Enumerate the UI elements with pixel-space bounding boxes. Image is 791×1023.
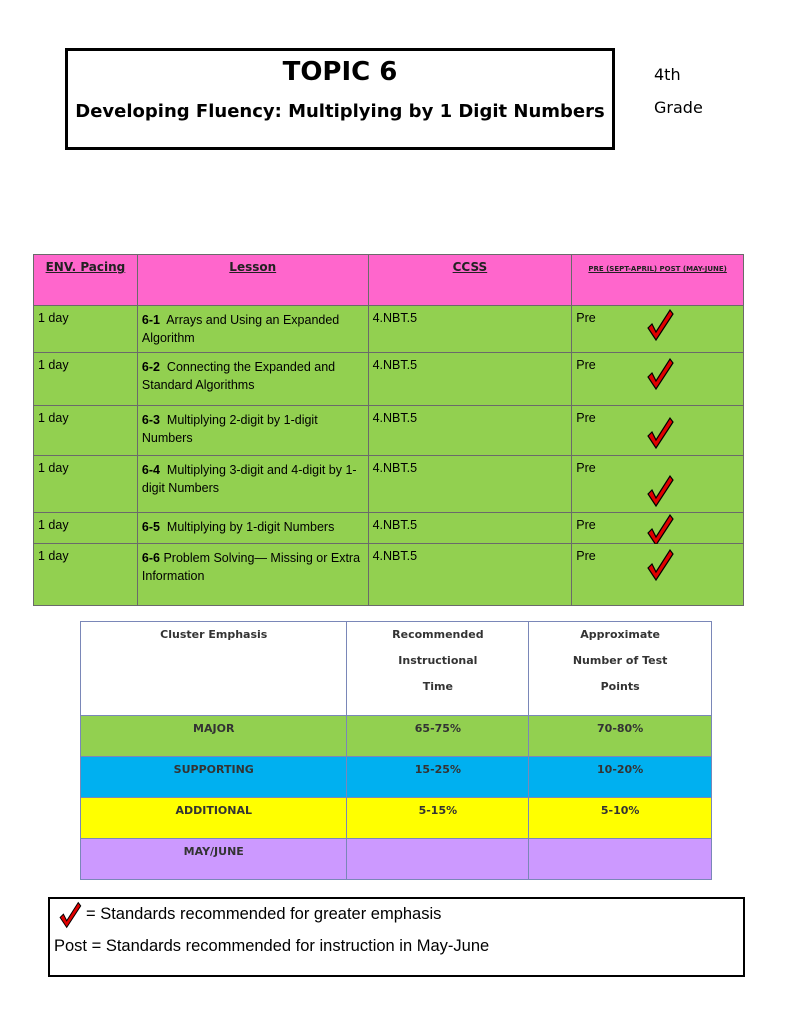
pre-post-label: Pre — [576, 311, 596, 325]
cluster-header-emphasis: Cluster Emphasis — [81, 622, 347, 716]
cluster-header-points: Approximate Number of Test Points — [529, 622, 712, 716]
grade-label — [654, 58, 703, 124]
lesson-table-header — [34, 255, 744, 306]
grade-line-1: 4th — [654, 65, 681, 84]
grade-line-2: Grade — [654, 98, 703, 117]
lesson-cell — [137, 406, 368, 456]
ccss-cell: 4.NBT.5 — [368, 406, 572, 456]
lesson-title: Multiplying 2-digit by 1-digit Numbers — [141, 413, 322, 445]
pre-post-cell — [572, 456, 744, 513]
lesson-cell — [137, 456, 368, 513]
table-row — [34, 513, 744, 544]
table-row — [34, 353, 744, 406]
lesson-number: 6-4 — [141, 463, 160, 477]
checkmark-icon — [58, 901, 82, 929]
ccss-cell: 4.NBT.5 — [368, 544, 572, 606]
ccss-cell: 4.NBT.5 — [368, 306, 572, 353]
pre-post-cell — [572, 513, 744, 544]
table-row — [34, 306, 744, 353]
ccss-cell: 4.NBT.5 — [368, 353, 572, 406]
lesson-number: 6-1 — [141, 313, 160, 327]
col-header-lesson: Lesson — [137, 255, 368, 306]
cluster-row — [81, 716, 712, 757]
checkmark-icon — [646, 474, 674, 508]
pre-post-cell — [572, 353, 744, 406]
pre-post-label: Pre — [576, 358, 596, 372]
topic-title-box — [65, 48, 615, 150]
cluster-label-cell: SUPPORTING — [81, 757, 347, 798]
cluster-points-cell: 10-20% — [529, 757, 712, 798]
cluster-time-cell: 65-75% — [347, 716, 529, 757]
cluster-table-header — [81, 622, 712, 716]
pacing-cell: 1 day — [34, 353, 138, 406]
cluster-points-cell: 5-10% — [529, 798, 712, 839]
lesson-cell — [137, 544, 368, 606]
cluster-row — [81, 798, 712, 839]
pre-post-label: Pre — [576, 411, 596, 425]
cluster-points-cell: 70-80% — [529, 716, 712, 757]
table-row — [34, 406, 744, 456]
lesson-cell — [137, 513, 368, 544]
pacing-cell: 1 day — [34, 456, 138, 513]
pre-post-label: Pre — [576, 549, 596, 563]
checkmark-icon — [646, 357, 674, 391]
pacing-cell: 1 day — [34, 406, 138, 456]
lesson-title: Arrays and Using an Expanded Algorithm — [141, 313, 343, 345]
cluster-time-cell — [347, 839, 529, 880]
col-header-pre-post: PRE (SEPT-APRIL) POST (MAY-JUNE) — [572, 255, 744, 306]
col-header-ccss: CCSS — [368, 255, 572, 306]
pre-post-label: Pre — [576, 461, 596, 475]
pre-post-cell — [572, 544, 744, 606]
lesson-table — [33, 254, 744, 606]
lesson-title: Multiplying 3-digit and 4-digit by 1-digit Numbers — [141, 463, 357, 495]
lesson-cell — [137, 353, 368, 406]
cluster-header-time: Recommended Instructional Time — [347, 622, 529, 716]
cluster-label-cell: ADDITIONAL — [81, 798, 347, 839]
pacing-cell: 1 day — [34, 544, 138, 606]
legend-box — [48, 897, 745, 977]
cluster-time-cell: 5-15% — [347, 798, 529, 839]
lesson-title: Multiplying by 1-digit Numbers — [159, 520, 335, 534]
lesson-number: 6-3 — [141, 413, 160, 427]
lesson-number: 6-6 — [141, 551, 160, 565]
checkmark-icon — [646, 548, 674, 582]
checkmark-icon — [646, 513, 674, 547]
legend-check-text: = Standards recommended for greater emphasis — [86, 905, 442, 923]
lesson-title: Problem Solving— Missing or Extra Information — [141, 551, 364, 583]
topic-subtitle: Developing Fluency: Multiplying by 1 Digit Numbers — [75, 101, 605, 122]
cluster-label-cell: MAJOR — [81, 716, 347, 757]
cluster-time-cell: 15-25% — [347, 757, 529, 798]
cluster-label-cell: MAY/JUNE — [81, 839, 347, 880]
ccss-cell: 4.NBT.5 — [368, 456, 572, 513]
col-header-pacing: ENV. Pacing — [34, 255, 138, 306]
cluster-row — [81, 757, 712, 798]
pre-post-label: Pre — [576, 518, 596, 532]
cluster-row — [81, 839, 712, 880]
pacing-cell: 1 day — [34, 306, 138, 353]
table-row — [34, 456, 744, 513]
pre-post-cell — [572, 406, 744, 456]
pacing-cell: 1 day — [34, 513, 138, 544]
lesson-title: Connecting the Expanded and Standard Algorithms — [141, 360, 339, 392]
legend-post-text: Post = Standards recommended for instruction in May-June — [54, 937, 490, 955]
lesson-number: 6-5 — [141, 520, 160, 534]
checkmark-icon — [646, 416, 674, 450]
pre-post-cell — [572, 306, 744, 353]
cluster-points-cell — [529, 839, 712, 880]
ccss-cell: 4.NBT.5 — [368, 513, 572, 544]
topic-title: TOPIC 6 — [282, 57, 398, 87]
checkmark-icon — [646, 308, 674, 342]
cluster-emphasis-table — [80, 621, 712, 880]
lesson-number: 6-2 — [141, 360, 160, 374]
table-row — [34, 544, 744, 606]
lesson-cell — [137, 306, 368, 353]
